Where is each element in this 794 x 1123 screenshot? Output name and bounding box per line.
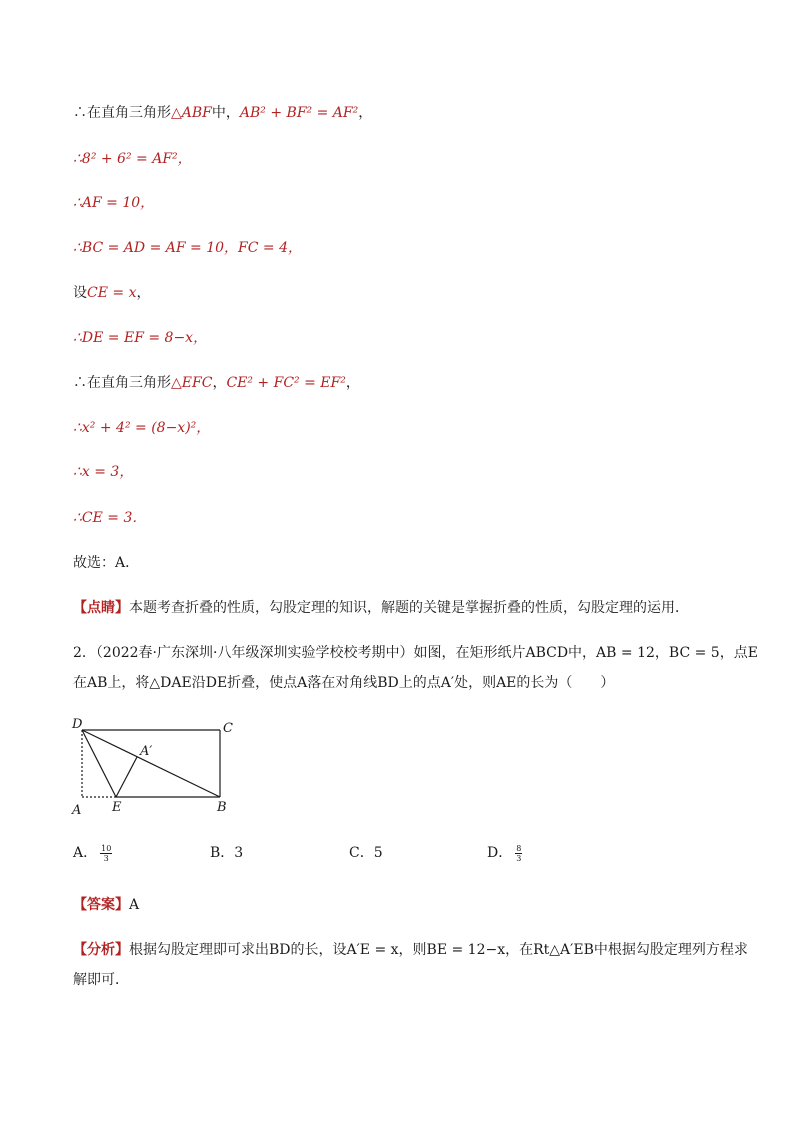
comment-text: 本题考查折叠的性质，勾股定理的知识，解题的关键是掌握折叠的性质，勾股定理的运用． (129, 600, 689, 616)
comment-tag: 【点睛】 (73, 600, 129, 616)
diagonal-db (82, 730, 220, 797)
punctuation: ， (136, 285, 151, 301)
option-fraction (100, 844, 112, 863)
answer-tag: 【答案】 (73, 897, 129, 913)
fold-line-de (82, 730, 116, 797)
rectangle-figure (60, 712, 240, 817)
solution-line-9: ∴x = 3， (73, 464, 134, 480)
question-number: 2． (73, 645, 96, 661)
question-line-1 (73, 643, 758, 663)
equation: AB² + BF² = AF² (239, 105, 359, 121)
punctuation: ， (212, 375, 227, 391)
option-d[interactable] (487, 843, 522, 863)
option-letter: B． (210, 845, 235, 861)
analysis-line-1 (73, 940, 748, 960)
solution-line-4: ∴BC = AD = AF = 10，FC = 4， (73, 240, 302, 256)
fraction-numerator: 8 (516, 843, 522, 853)
line-text: ∴在直角三角形 (73, 105, 171, 121)
choice-label: 故选： (73, 555, 115, 571)
analysis-tag: 【分析】 (73, 942, 129, 958)
solution-line-8: ∴x² + 4² = (8−x)²， (73, 420, 211, 436)
comment-block (73, 598, 689, 618)
option-letter: A． (73, 845, 98, 861)
solution-line-2: ∴8² + 6² = AF²， (73, 151, 192, 167)
segment-ea-prime (116, 757, 137, 797)
label-d: D (72, 717, 83, 732)
solution-line-1 (73, 103, 372, 123)
triangle-name: EFC (181, 375, 213, 391)
option-value: 3 (234, 845, 244, 861)
triangle-symbol: △ (171, 375, 182, 391)
analysis-line-2: 解即可． (73, 972, 129, 988)
line-text: 设 (73, 285, 87, 301)
question-line-2: 在AB上，将△DAE沿DE折叠，使点A落在对角线BD上的点A′处，则AE的长为（ ） (73, 675, 615, 691)
punctuation: ， (345, 375, 360, 391)
option-c[interactable] (349, 843, 383, 863)
line-text: ∴在直角三角形 (73, 375, 171, 391)
option-fraction (515, 844, 522, 863)
label-e: E (112, 800, 122, 815)
line-text: 中， (211, 105, 240, 121)
solution-line-7 (73, 373, 360, 393)
label-b: B (217, 800, 227, 815)
option-value: 5 (373, 845, 383, 861)
option-a[interactable] (73, 843, 112, 863)
solution-line-3: ∴AF = 10， (73, 195, 155, 211)
option-b[interactable] (210, 843, 243, 863)
answer-block (73, 895, 139, 915)
fraction-denominator: 3 (103, 853, 109, 863)
fraction-numerator: 10 (101, 843, 112, 853)
option-letter: D． (487, 845, 513, 861)
analysis-text: 根据勾股定理即可求出BD的长，设A′E = x，则BE = 12−x，在Rt△A′EB中根据勾股定理列方程求 (129, 942, 748, 958)
solution-line-5 (73, 283, 150, 303)
final-choice (73, 553, 139, 573)
solution-line-6: ∴DE = EF = 8−x， (73, 330, 208, 346)
option-letter: C． (349, 845, 374, 861)
label-a: A (72, 803, 82, 817)
punctuation: ， (358, 105, 373, 121)
triangle-name: ABF (181, 105, 212, 121)
triangle-symbol: △ (171, 105, 182, 121)
fraction-denominator: 3 (516, 853, 522, 863)
question-source: （2022春·广东深圳·八年级深圳实验学校校考期中） (95, 645, 414, 661)
label-c: C (223, 721, 233, 736)
question-text: 如图，在矩形纸片ABCD中，AB = 12，BC = 5，点E (413, 645, 758, 661)
answer-value: A (129, 897, 140, 913)
equation: CE² + FC² = EF² (226, 375, 346, 391)
equation: CE = x (87, 285, 137, 301)
solution-line-10: ∴CE = 3． (73, 510, 147, 526)
label-a-prime: A′ (140, 744, 153, 759)
choice-value: A． (115, 555, 140, 571)
